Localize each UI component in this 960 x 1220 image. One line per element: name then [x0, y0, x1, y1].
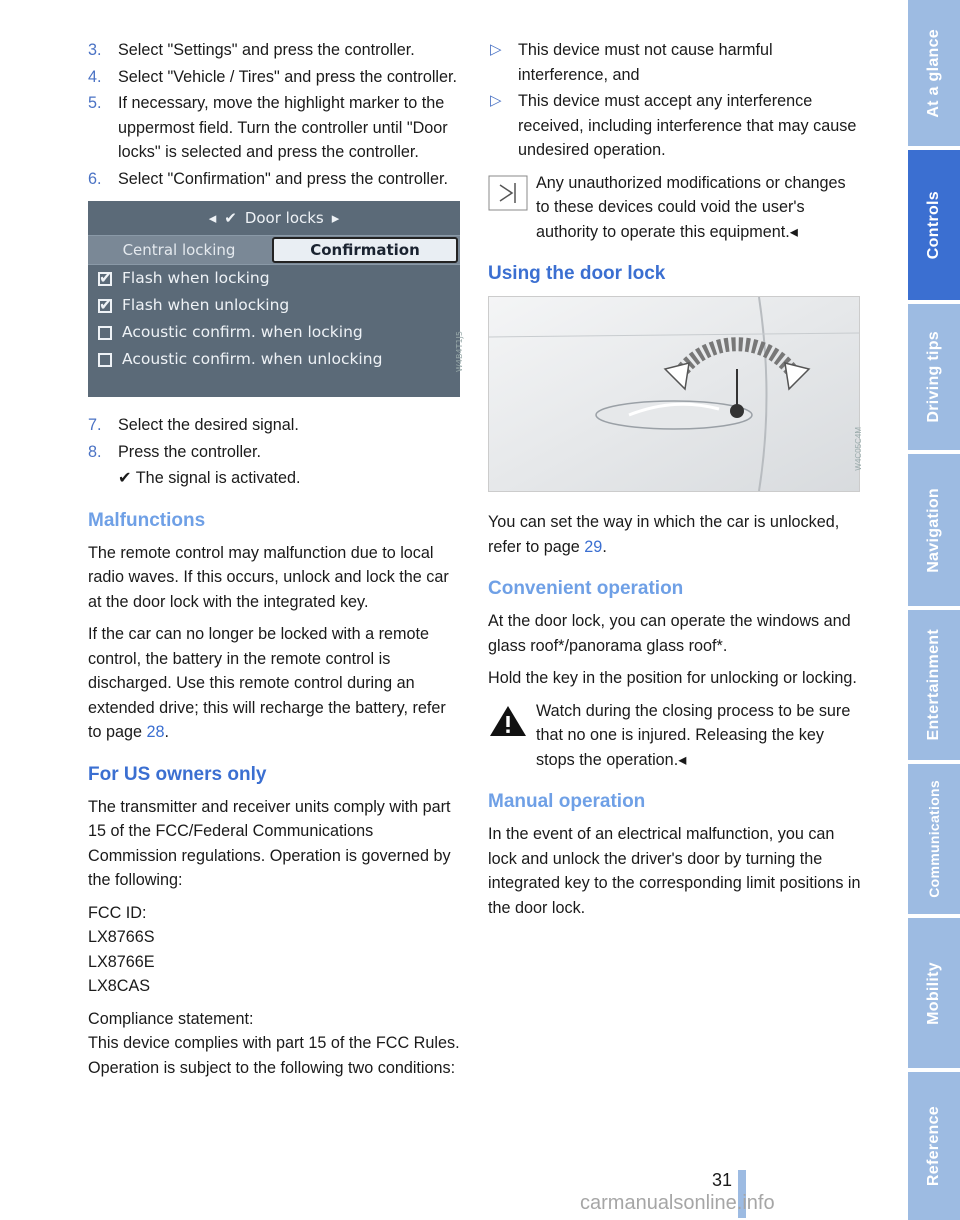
checkbox-checked-icon [98, 272, 112, 286]
heading-manual-operation: Manual operation [488, 791, 646, 812]
heading-door-lock: Using the door lock [488, 263, 666, 284]
checkbox-checked-icon [98, 299, 112, 313]
step-5: 5. If necessary, move the highlight marker to the uppermost field. Turn the controller until "Door locks" is selected and press the controller. [88, 94, 448, 161]
warning-note: Watch during the closing process to be sure that no one is injured. Releasing the key stops the operation.◂ [488, 699, 863, 773]
sidebar-tab-mobility[interactable]: Mobility [908, 918, 960, 1068]
malf-paragraph-2: If the car can no longer be locked with a remote control, the battery in the remote control is discharged. Use this remote control during an extended drive; this will recharge the battery, refer to page 28. [88, 625, 446, 741]
step-8: 8. Press the controller. [88, 442, 262, 461]
heading-convenient-operation: Convenient operation [488, 578, 684, 599]
door-handle-illustration [489, 297, 859, 491]
end-mark-icon: ◂ [789, 222, 798, 241]
screen-row: ✔ Flash when unlocking [88, 292, 460, 319]
step-7: 7. Select the desired signal. [88, 416, 299, 434]
screen-row: Acoustic confirm. when unlocking [88, 346, 460, 373]
list-item: ▷ This device must not cause harmful interference, and [488, 38, 863, 87]
step-6: 6. Select "Confirmation" and press the controller. [88, 169, 449, 188]
figure-code: W4C05C4M [853, 427, 863, 471]
screen-tabs [88, 235, 460, 265]
door-paragraph: You can set the way in which the car is unlocked, refer to page 29. [488, 513, 840, 556]
page-link-29[interactable]: 29 [584, 537, 603, 556]
end-mark-icon: ◂ [678, 750, 687, 769]
conv-paragraph-2: Hold the key in the position for unlocking or locking. [488, 669, 857, 687]
right-column [488, 38, 863, 928]
activated-note: ✔ The signal is activated. [118, 469, 301, 487]
malf-paragraph-1: The remote control may malfunction due to local radio waves. If this occurs, unlock and lock the car at the door lock with the integrated key. [88, 543, 449, 611]
tab-central-locking: Central locking [122, 240, 236, 259]
screen-title: Door locks [244, 208, 324, 227]
manual-paragraph: In the event of an electrical malfunction, you can lock and unlock the driver's door by turning the integrated key to the corresponding limit positions in the door lock. [488, 825, 861, 917]
sidebar-tab-communications[interactable]: Communications [908, 764, 960, 914]
check-car-icon: ✔ [224, 208, 237, 227]
checkbox-empty-icon [98, 326, 112, 340]
conv-paragraph-1: At the door lock, you can operate the windows and glass roof*/panorama glass roof*. [488, 612, 851, 655]
checkbox-empty-icon [98, 353, 112, 367]
heading-us-owners: For US owners only [88, 763, 267, 785]
figure-code: W4B4T1J5 [454, 331, 464, 373]
screen-topbar [88, 201, 460, 235]
screen-row: Acoustic confirm. when locking [88, 319, 460, 346]
step-3: 3. Select "Settings" and press the controller. [88, 41, 415, 59]
screen-row: ✔ Flash when locking [88, 265, 460, 292]
step-4: 4. Select "Vehicle / Tires" and press the controller. [88, 67, 458, 86]
sidebar-tab-driving-tips[interactable]: Driving tips [908, 304, 960, 450]
door-lock-figure [488, 296, 863, 492]
chapter-sidebar [908, 0, 960, 1220]
sidebar-tab-navigation[interactable]: Navigation [908, 454, 960, 606]
page-number: 31 [712, 1170, 733, 1190]
watermark: carmanualsonline.info [580, 1192, 775, 1214]
triangle-bullet-icon: ▷ [490, 92, 502, 109]
list-item: ▷ This device must accept any interference received, including interference that may cause undesired operation. [488, 89, 863, 163]
info-arrow-icon [488, 175, 528, 211]
check-car-icon: ✔ [118, 469, 132, 487]
warning-triangle-icon [488, 703, 528, 739]
left-column [88, 38, 463, 1088]
triangle-bullet-icon: ▷ [490, 41, 502, 58]
compliance-block: Compliance statement: This device complies with part 15 of the FCC Rules. Operation is subject to the following two conditions: [88, 1009, 460, 1077]
sidebar-tab-controls[interactable]: Controls [908, 150, 960, 300]
page-link-28[interactable]: 28 [146, 723, 165, 741]
heading-malfunctions: Malfunctions [88, 509, 206, 531]
sidebar-tab-at-a-glance[interactable]: At a glance [908, 0, 960, 146]
us-paragraph: The transmitter and receiver units comply with part 15 of the FCC/Federal Communications Commission regulations. Operation is governed by the following: [88, 797, 451, 889]
sidebar-tab-reference[interactable]: Reference [908, 1072, 960, 1220]
info-note: Any unauthorized modifications or changes to these devices could void the user's authority to operate this equipment.◂ [488, 171, 863, 245]
sidebar-tab-entertainment[interactable]: Entertainment [908, 610, 960, 760]
idrive-screen-figure [88, 201, 464, 397]
arrow-left-icon: ◂ [208, 208, 217, 227]
arrow-right-icon: ▸ [331, 208, 340, 227]
fcc-block: FCC ID: LX8766S LX8766E LX8CAS [88, 903, 155, 995]
tab-confirmation: Confirmation [272, 237, 458, 263]
